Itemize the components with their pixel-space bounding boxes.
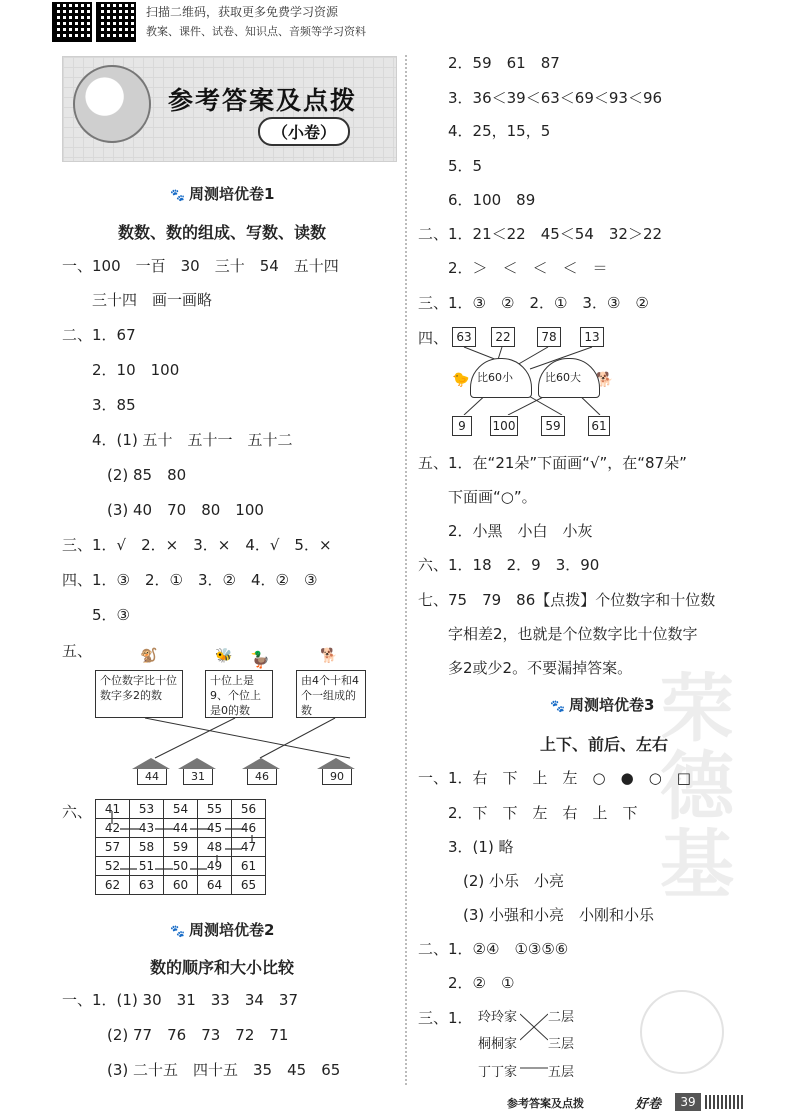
- question-3-label: 三、1．: [418, 1009, 473, 1027]
- answer-line: 2．下 下 左 右 上 下: [418, 804, 638, 822]
- section-1-subtitle: 数数、数的组成、写数、读数: [118, 223, 327, 242]
- answer-line: (3) 40 70 80 100: [62, 501, 264, 519]
- question-6-label: 六、: [62, 803, 93, 821]
- bee-icon: 🐝: [215, 648, 233, 664]
- house-90: [317, 758, 355, 784]
- grid-cell: 43: [130, 819, 164, 838]
- answer-line: 下面画“○”。: [418, 488, 537, 506]
- grid-cell: 53: [130, 800, 164, 819]
- mascot-image: [73, 65, 151, 143]
- qr-code-2: [96, 2, 136, 42]
- grid-cell: 56: [232, 800, 266, 819]
- mascot-watermark-image: [640, 990, 724, 1074]
- grid-path-arrows: [95, 799, 270, 899]
- top-number: 13: [580, 327, 604, 347]
- grid-cell: 55: [198, 800, 232, 819]
- grid-cell: 52: [96, 857, 130, 876]
- page-footer: [507, 1093, 743, 1113]
- answer-line: 一、1．右 下 上 左 ○ ● ○ □: [418, 769, 691, 787]
- grid-cell: 64: [198, 876, 232, 895]
- paw-icon: 🐾: [170, 924, 185, 938]
- grid-cell: 42: [96, 819, 130, 838]
- monkey-icon: 🐒: [140, 648, 158, 664]
- answer-line: 一、100 一百 30 三十 54 五十四: [62, 257, 339, 275]
- house-label: 比60大: [545, 371, 581, 384]
- answer-line: 6．100 89: [418, 191, 536, 209]
- name-label: 丁丁家: [478, 1065, 518, 1080]
- grid-cell: 63: [130, 876, 164, 895]
- answer-line: (2) 小乐 小亮: [418, 872, 565, 890]
- answer-line: 3．36＜39＜63＜69＜93＜96: [418, 89, 663, 107]
- section-3-subtitle: 上下、前后、左右: [540, 735, 669, 754]
- grid-cell: 65: [232, 876, 266, 895]
- answer-line: (2) 85 80: [62, 466, 187, 484]
- answer-line: 三、1．√ 2．× 3．× 4．√ 5．×: [62, 536, 332, 554]
- animal-icon: 🦆: [250, 650, 270, 669]
- answer-line: (3) 二十五 四十五 35 45 65: [62, 1061, 341, 1079]
- section-2-title-text: 周测培优卷2: [188, 921, 275, 939]
- answer-line: 4．(1) 五十 五十一 五十二: [62, 431, 293, 449]
- section-1-title: [170, 183, 274, 204]
- section-1-title-text: 周测培优卷1: [188, 185, 275, 203]
- answer-line: 四、1．③ 2．① 3．② 4．② ③: [62, 571, 318, 589]
- house-number: 31: [183, 769, 213, 785]
- column-divider: [405, 55, 407, 1085]
- floor-label: 五层: [548, 1065, 575, 1080]
- question-5-label: 五、: [62, 642, 93, 660]
- grid-cell: 51: [130, 857, 164, 876]
- house-number: 90: [322, 769, 352, 785]
- section-2-title: [170, 919, 274, 940]
- answer-line: 2．② ①: [418, 974, 515, 992]
- answer-line: 三、1．③ ② 2．① 3．③ ②: [418, 294, 649, 312]
- grid-cell: 45: [198, 819, 232, 838]
- name-label: 玲玲家: [478, 1010, 518, 1025]
- qr-code-1: [52, 2, 92, 42]
- matching-lines: [95, 718, 385, 760]
- grid-cell: 60: [164, 876, 198, 895]
- paw-icon: 🐾: [550, 699, 565, 713]
- answer-line: 多2或少2。不要漏掉答案。: [418, 659, 633, 677]
- answer-line: 五、1．在“21朵”下面画“√”，在“87朵”: [418, 454, 687, 472]
- grid-cell: 44: [164, 819, 198, 838]
- top-number: 63: [452, 327, 476, 347]
- answer-line: 5．5: [418, 157, 483, 175]
- bottom-number: 59: [541, 416, 565, 436]
- bird-icon: 🐤: [452, 372, 470, 388]
- dog-icon: 🐕: [596, 372, 614, 388]
- house-46: [242, 758, 280, 784]
- grid-cell: 57: [96, 838, 130, 857]
- dog-icon: 🐕: [320, 648, 338, 664]
- bottom-number: 9: [452, 416, 472, 436]
- answer-line: 二、1．21＜22 45＜54 32＞22: [418, 225, 663, 243]
- grid-cell: 47: [232, 838, 266, 857]
- house-31: [178, 758, 216, 784]
- answer-line: 3．(1) 略: [418, 838, 514, 856]
- grid-cell: 59: [164, 838, 198, 857]
- answer-line: 七、75 79 86【点拨】个位数字和十位数: [418, 591, 716, 609]
- answer-line: 三十四 画一画略: [62, 291, 213, 309]
- watermark: 荣德基: [660, 666, 734, 908]
- floor-label: 二层: [548, 1010, 575, 1025]
- house-number: 46: [247, 769, 277, 785]
- grid-cell: 46: [232, 819, 266, 838]
- answer-line: 5．③: [62, 606, 130, 624]
- banner-title: 参考答案及点拨: [168, 86, 358, 115]
- banner-subtitle: （小卷）: [258, 117, 350, 146]
- house-label: 比60小: [477, 371, 513, 384]
- answer-line: 二、1．②④ ①③⑤⑥: [418, 940, 569, 958]
- grid-cell: 58: [130, 838, 164, 857]
- page-number: 39: [675, 1093, 701, 1111]
- paw-icon: 🐾: [170, 188, 185, 202]
- condition-box-3: 由4个十和4个一组成的数: [296, 670, 366, 718]
- answer-line: 二、1．67: [62, 326, 136, 344]
- top-number: 78: [537, 327, 561, 347]
- footer-text: 参考答案及点拨: [507, 1097, 584, 1110]
- answer-line: (3) 小强和小亮 小刚和小乐: [418, 906, 655, 924]
- grid-cell: 41: [96, 800, 130, 819]
- grid-cell: 50: [164, 857, 198, 876]
- answer-line: 字相差2，也就是个位数字比十位数字: [418, 625, 698, 643]
- footer-brand: 好卷: [635, 1097, 662, 1112]
- section-3-title-text: 周测培优卷3: [568, 696, 655, 714]
- condition-box-1: 个位数字比十位数字多2的数: [95, 670, 183, 718]
- grid-cell: 48: [198, 838, 232, 857]
- bottom-number: 61: [588, 416, 610, 436]
- answer-line: 一、1．(1) 30 31 33 34 37: [62, 991, 298, 1009]
- answer-line: 2．＞ ＜ ＜ ＜ ＝: [418, 259, 608, 277]
- header-line-1: 扫描二维码，获取更多免费学习资源: [146, 5, 339, 19]
- grid-cell: 49: [198, 857, 232, 876]
- answer-line: 2．10 100: [62, 361, 180, 379]
- footer-decoration: [705, 1095, 745, 1109]
- answer-line: 2．59 61 87: [418, 54, 560, 72]
- grid-cell: 61: [232, 857, 266, 876]
- grid-cell: 62: [96, 876, 130, 895]
- grid-cell: 54: [164, 800, 198, 819]
- name-floor-lines: [520, 1012, 548, 1072]
- section-3-title: [550, 694, 654, 715]
- top-number: 22: [491, 327, 515, 347]
- answer-line: 六、1．18 2．9 3．90: [418, 556, 600, 574]
- bottom-number: 100: [490, 416, 518, 436]
- header-line-2: 教案、课件、试卷、知识点、音频等学习资料: [146, 25, 366, 38]
- name-label: 桐桐家: [478, 1037, 518, 1052]
- answer-line: 4．25，15，5: [418, 122, 551, 140]
- question-4-label: 四、: [418, 329, 449, 347]
- answer-line: 3．85: [62, 396, 136, 414]
- answer-line: (2) 77 76 73 72 71: [62, 1026, 289, 1044]
- answer-banner: [62, 56, 397, 162]
- floor-label: 三层: [548, 1037, 575, 1052]
- condition-box-2: 十位上是9、个位上是0的数: [205, 670, 273, 718]
- house-number: 44: [137, 769, 167, 785]
- house-44: [132, 758, 170, 784]
- section-2-subtitle: 数的顺序和大小比较: [150, 958, 295, 977]
- answer-line: 2．小黑 小白 小灰: [418, 522, 593, 540]
